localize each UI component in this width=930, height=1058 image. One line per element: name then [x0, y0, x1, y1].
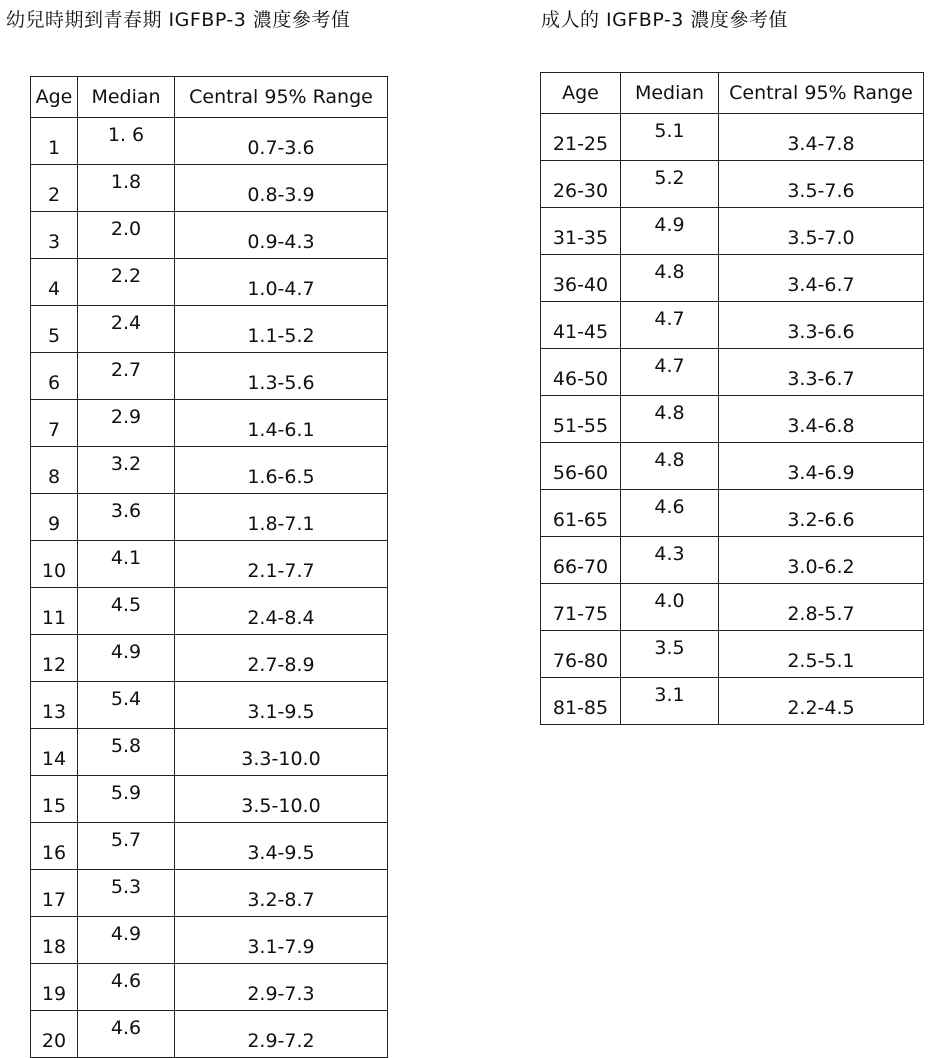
age-cell: 8 — [31, 447, 78, 494]
age-cell: 13 — [31, 682, 78, 729]
table-row — [31, 259, 388, 306]
age-cell: 61-65 — [541, 490, 621, 537]
median-cell: 4.7 — [621, 302, 719, 349]
range-cell: 3.5-7.0 — [719, 208, 924, 255]
age-header: Age — [31, 77, 78, 118]
range-cell: 1.4-6.1 — [175, 400, 388, 447]
median-cell: 4.0 — [621, 584, 719, 631]
age-cell: 16 — [31, 823, 78, 870]
median-cell: 2.4 — [78, 306, 175, 353]
range-cell: 2.7-8.9 — [175, 635, 388, 682]
median-cell: 5.9 — [78, 776, 175, 823]
age-cell: 66-70 — [541, 537, 621, 584]
table-row — [31, 682, 388, 729]
range-cell: 3.3-10.0 — [175, 729, 388, 776]
adult-table-title: 成人的 IGFBP-3 濃度參考值 — [541, 9, 788, 31]
age-cell: 31-35 — [541, 208, 621, 255]
table-row — [541, 255, 924, 302]
table-row — [31, 494, 388, 541]
median-cell: 1.8 — [78, 165, 175, 212]
median-cell: 2.7 — [78, 353, 175, 400]
median-cell: 5.1 — [621, 114, 719, 161]
table-row — [541, 678, 924, 725]
child-table-body — [31, 118, 388, 1058]
table-row — [541, 537, 924, 584]
median-cell: 5.3 — [78, 870, 175, 917]
range-cell: 3.2-8.7 — [175, 870, 388, 917]
table-row — [31, 400, 388, 447]
range-cell: 3.4-6.9 — [719, 443, 924, 490]
table-row — [31, 729, 388, 776]
table-row — [31, 1011, 388, 1058]
table-row — [31, 635, 388, 682]
range-cell: 1.1-5.2 — [175, 306, 388, 353]
range-cell: 1.6-6.5 — [175, 447, 388, 494]
table-row — [31, 964, 388, 1011]
age-cell: 20 — [31, 1011, 78, 1058]
age-cell: 76-80 — [541, 631, 621, 678]
table-row — [31, 588, 388, 635]
median-cell: 4.9 — [78, 917, 175, 964]
age-cell: 1 — [31, 118, 78, 165]
median-cell: 4.9 — [621, 208, 719, 255]
median-cell: 5.7 — [78, 823, 175, 870]
age-cell: 19 — [31, 964, 78, 1011]
range-cell: 2.2-4.5 — [719, 678, 924, 725]
range-cell: 2.8-5.7 — [719, 584, 924, 631]
median-cell: 4.8 — [621, 443, 719, 490]
median-cell: 4.6 — [78, 964, 175, 1011]
median-cell: 4.9 — [78, 635, 175, 682]
age-cell: 7 — [31, 400, 78, 447]
child-reference-table — [30, 76, 388, 1058]
age-cell: 71-75 — [541, 584, 621, 631]
table-header-row — [541, 73, 924, 114]
median-cell: 4.1 — [78, 541, 175, 588]
table-row — [31, 353, 388, 400]
median-cell: 5.8 — [78, 729, 175, 776]
range-cell: 0.7-3.6 — [175, 118, 388, 165]
age-cell: 56-60 — [541, 443, 621, 490]
age-cell: 11 — [31, 588, 78, 635]
median-cell: 2.2 — [78, 259, 175, 306]
median-cell: 4.7 — [621, 349, 719, 396]
table-header-row — [31, 77, 388, 118]
table-row — [31, 306, 388, 353]
table-row — [31, 870, 388, 917]
range-cell: 3.1-7.9 — [175, 917, 388, 964]
table-row — [541, 490, 924, 537]
range-cell: 3.4-6.8 — [719, 396, 924, 443]
table-row — [541, 443, 924, 490]
median-cell: 5.2 — [621, 161, 719, 208]
table-row — [31, 541, 388, 588]
median-cell: 4.8 — [621, 396, 719, 443]
table-row — [541, 302, 924, 349]
range-cell: 3.2-6.6 — [719, 490, 924, 537]
range-cell: 3.4-9.5 — [175, 823, 388, 870]
median-cell: 2.9 — [78, 400, 175, 447]
table-row — [31, 212, 388, 259]
age-cell: 2 — [31, 165, 78, 212]
age-cell: 41-45 — [541, 302, 621, 349]
range-header: Central 95% Range — [719, 73, 924, 114]
table-row — [31, 165, 388, 212]
median-cell: 4.6 — [621, 490, 719, 537]
range-cell: 0.8-3.9 — [175, 165, 388, 212]
age-cell: 18 — [31, 917, 78, 964]
table-row — [31, 118, 388, 165]
range-cell: 2.4-8.4 — [175, 588, 388, 635]
table-row — [541, 114, 924, 161]
table-row — [541, 208, 924, 255]
age-header: Age — [541, 73, 621, 114]
range-cell: 3.5-10.0 — [175, 776, 388, 823]
table-row — [31, 776, 388, 823]
range-cell: 2.1-7.7 — [175, 541, 388, 588]
median-cell: 2.0 — [78, 212, 175, 259]
age-cell: 15 — [31, 776, 78, 823]
range-cell: 3.4-7.8 — [719, 114, 924, 161]
range-cell: 3.0-6.2 — [719, 537, 924, 584]
child-table-title: 幼兒時期到青春期 IGFBP-3 濃度參考值 — [6, 9, 351, 31]
range-cell: 1.0-4.7 — [175, 259, 388, 306]
median-cell: 3.1 — [621, 678, 719, 725]
age-cell: 81-85 — [541, 678, 621, 725]
table-row — [541, 396, 924, 443]
age-cell: 12 — [31, 635, 78, 682]
range-cell: 3.1-9.5 — [175, 682, 388, 729]
median-cell: 4.8 — [621, 255, 719, 302]
range-cell: 2.5-5.1 — [719, 631, 924, 678]
table-row — [541, 349, 924, 396]
range-cell: 3.3-6.6 — [719, 302, 924, 349]
median-header: Median — [621, 73, 719, 114]
median-cell: 3.6 — [78, 494, 175, 541]
age-cell: 5 — [31, 306, 78, 353]
adult-table-body — [541, 114, 924, 725]
table-row — [31, 823, 388, 870]
age-cell: 9 — [31, 494, 78, 541]
age-cell: 46-50 — [541, 349, 621, 396]
median-cell: 4.3 — [621, 537, 719, 584]
age-cell: 6 — [31, 353, 78, 400]
table-row — [541, 631, 924, 678]
median-header: Median — [78, 77, 175, 118]
table-row — [541, 161, 924, 208]
range-cell: 3.3-6.7 — [719, 349, 924, 396]
age-cell: 14 — [31, 729, 78, 776]
table-row — [31, 447, 388, 494]
range-cell: 3.5-7.6 — [719, 161, 924, 208]
range-cell: 2.9-7.2 — [175, 1011, 388, 1058]
range-cell: 0.9-4.3 — [175, 212, 388, 259]
median-cell: 3.2 — [78, 447, 175, 494]
range-cell: 2.9-7.3 — [175, 964, 388, 1011]
age-cell: 26-30 — [541, 161, 621, 208]
median-cell: 4.6 — [78, 1011, 175, 1058]
age-cell: 4 — [31, 259, 78, 306]
range-cell: 3.4-6.7 — [719, 255, 924, 302]
median-cell: 3.5 — [621, 631, 719, 678]
range-cell: 1.3-5.6 — [175, 353, 388, 400]
adult-reference-table — [540, 72, 924, 725]
age-cell: 17 — [31, 870, 78, 917]
age-cell: 10 — [31, 541, 78, 588]
table-row — [31, 917, 388, 964]
range-cell: 1.8-7.1 — [175, 494, 388, 541]
age-cell: 21-25 — [541, 114, 621, 161]
median-cell: 5.4 — [78, 682, 175, 729]
table-row — [541, 584, 924, 631]
age-cell: 36-40 — [541, 255, 621, 302]
median-cell: 1. 6 — [78, 118, 175, 165]
range-header: Central 95% Range — [175, 77, 388, 118]
age-cell: 3 — [31, 212, 78, 259]
median-cell: 4.5 — [78, 588, 175, 635]
age-cell: 51-55 — [541, 396, 621, 443]
